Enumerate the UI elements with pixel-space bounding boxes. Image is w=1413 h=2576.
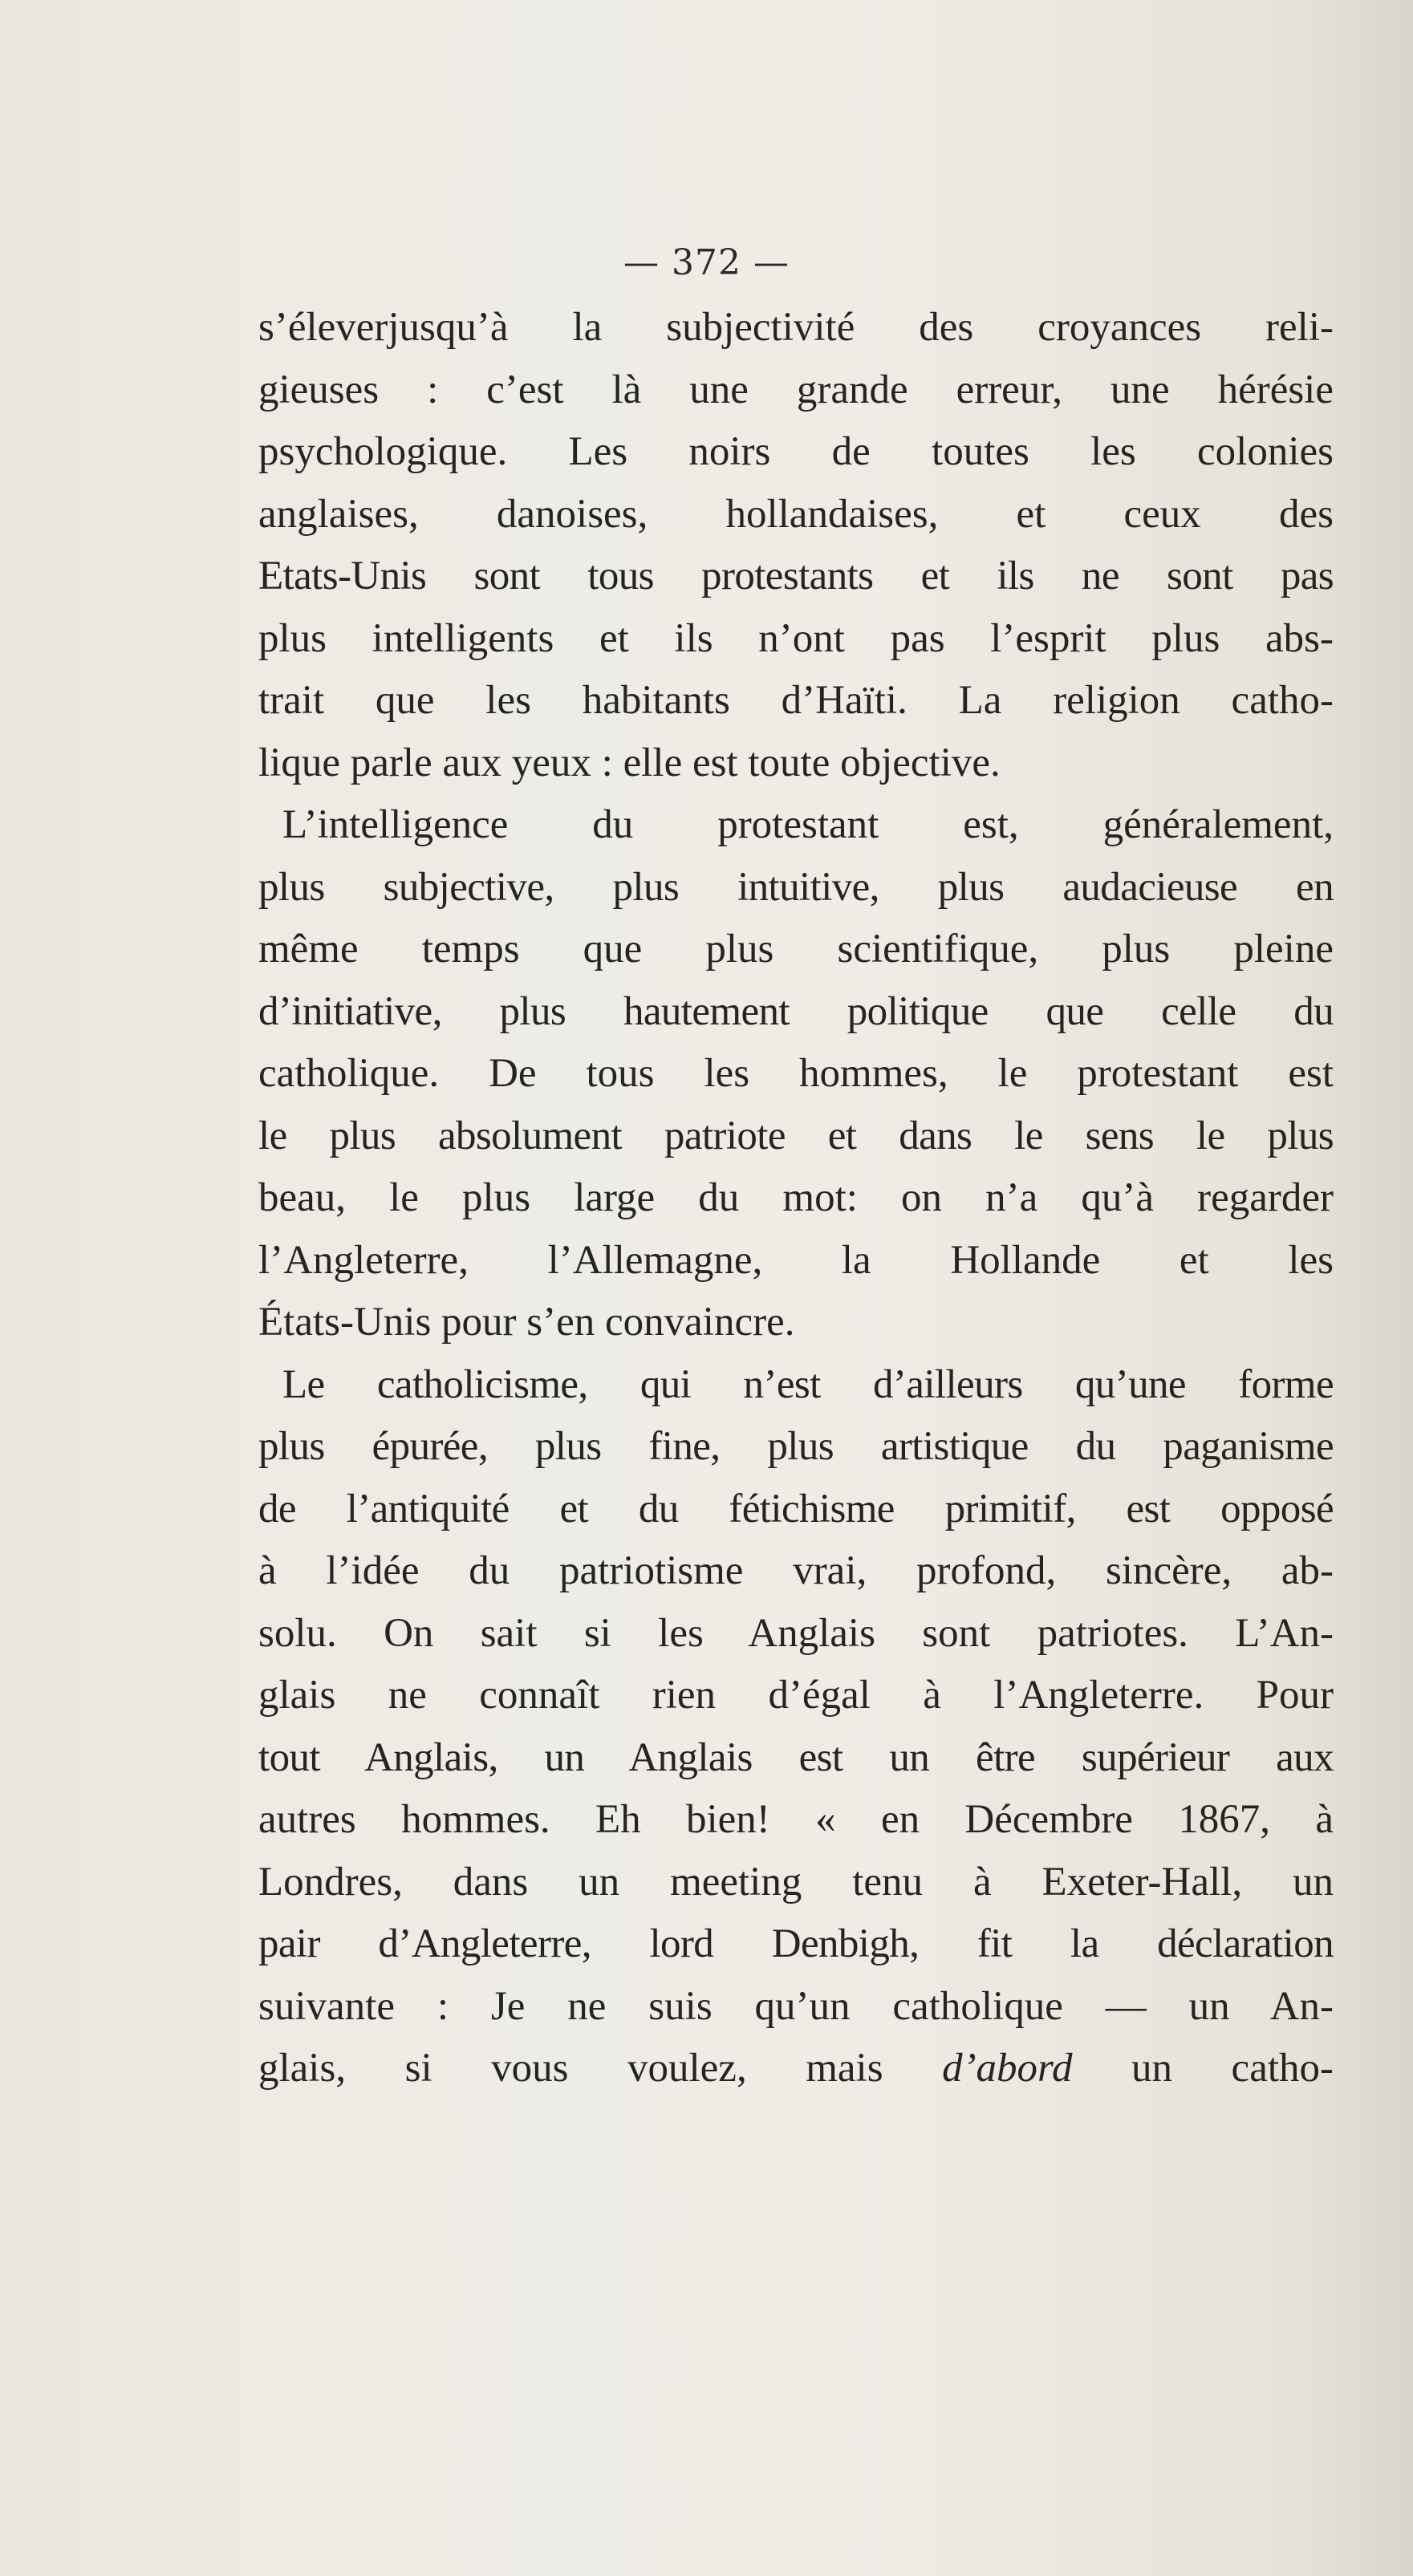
text-line: Etats-Unis sont tous protestants et ils ne sont pas (258, 554, 1334, 598)
body-text (258, 297, 1334, 2100)
text-line: gieuses : c’est là une grande erreur, une hérésie (258, 367, 1334, 412)
text-line: Londres, dans un meeting tenu à Exeter-Hall, un (258, 1859, 1334, 1905)
italic-emphasis: d’abord (942, 2046, 1073, 2091)
text-line: de l’antiquité et du fétichisme primitif, est opposé (258, 1486, 1334, 1531)
text-line: lique parle aux yeux : elle est toute objective. (258, 740, 1001, 785)
final-line-end: un catho- (1072, 2046, 1334, 2091)
text-line: l’Angleterre, l’Allemagne, la Hollande et les (258, 1237, 1334, 1283)
text-line: le plus absolument patriote et dans le sens le plus (258, 1113, 1334, 1158)
text-line: tout Anglais, un Anglais est un être supérieur aux (258, 1734, 1334, 1780)
text-line: psychologique. Les noirs de toutes les colonies (258, 429, 1334, 474)
final-line-start: glais, si vous voulez, mais (258, 2046, 943, 2091)
text-line: autres hommes. Eh bien! « en Décembre 1867, à (258, 1797, 1334, 1842)
text-line: plus épurée, plus fine, plus artistique du paganisme (258, 1424, 1334, 1469)
text-line: États-Unis pour s’en convaincre. (258, 1300, 795, 1345)
text-line: suivante : Je ne suis qu’un catholique — un An- (258, 1983, 1334, 2029)
text-line: s’éleverjusqu’à la subjectivité des croyances reli- (258, 305, 1334, 350)
text-line: plus intelligents et ils n’ont pas l’esprit plus abs- (258, 615, 1334, 661)
text-line: trait que les habitants d’Haïti. La religion catho- (258, 678, 1334, 723)
page-number: — 372 — (623, 242, 790, 283)
text-line: solu. On sait si les Anglais sont patriotes. L’An- (258, 1610, 1334, 1656)
paragraph-start-line: L’intelligence du protestant est, généralement, (282, 802, 1334, 847)
text-line: même temps que plus scientifique, plus pleine (258, 927, 1334, 972)
text-line: plus subjective, plus intuitive, plus audacieuse en (258, 864, 1334, 910)
text-line: à l’idée du patriotisme vrai, profond, sincère, ab- (258, 1548, 1334, 1593)
paragraph-start-line: Le catholicisme, qui n’est d’ailleurs qu’une forme (282, 1361, 1334, 1407)
text-line: catholique. De tous les hommes, le protestant est (258, 1051, 1334, 1096)
final-text-line (258, 2038, 1334, 2100)
text-line: glais ne connaît rien d’égal à l’Angleterre. Pour (258, 1673, 1334, 1718)
text-line: d’initiative, plus hautement politique que celle du (258, 988, 1334, 1034)
text-line: beau, le plus large du mot: on n’a qu’à regarder (258, 1175, 1334, 1220)
text-line: anglaises, danoises, hollandaises, et ceux des (258, 491, 1334, 537)
text-line: pair d’Angleterre, lord Denbigh, fit la déclaration (258, 1921, 1334, 1966)
